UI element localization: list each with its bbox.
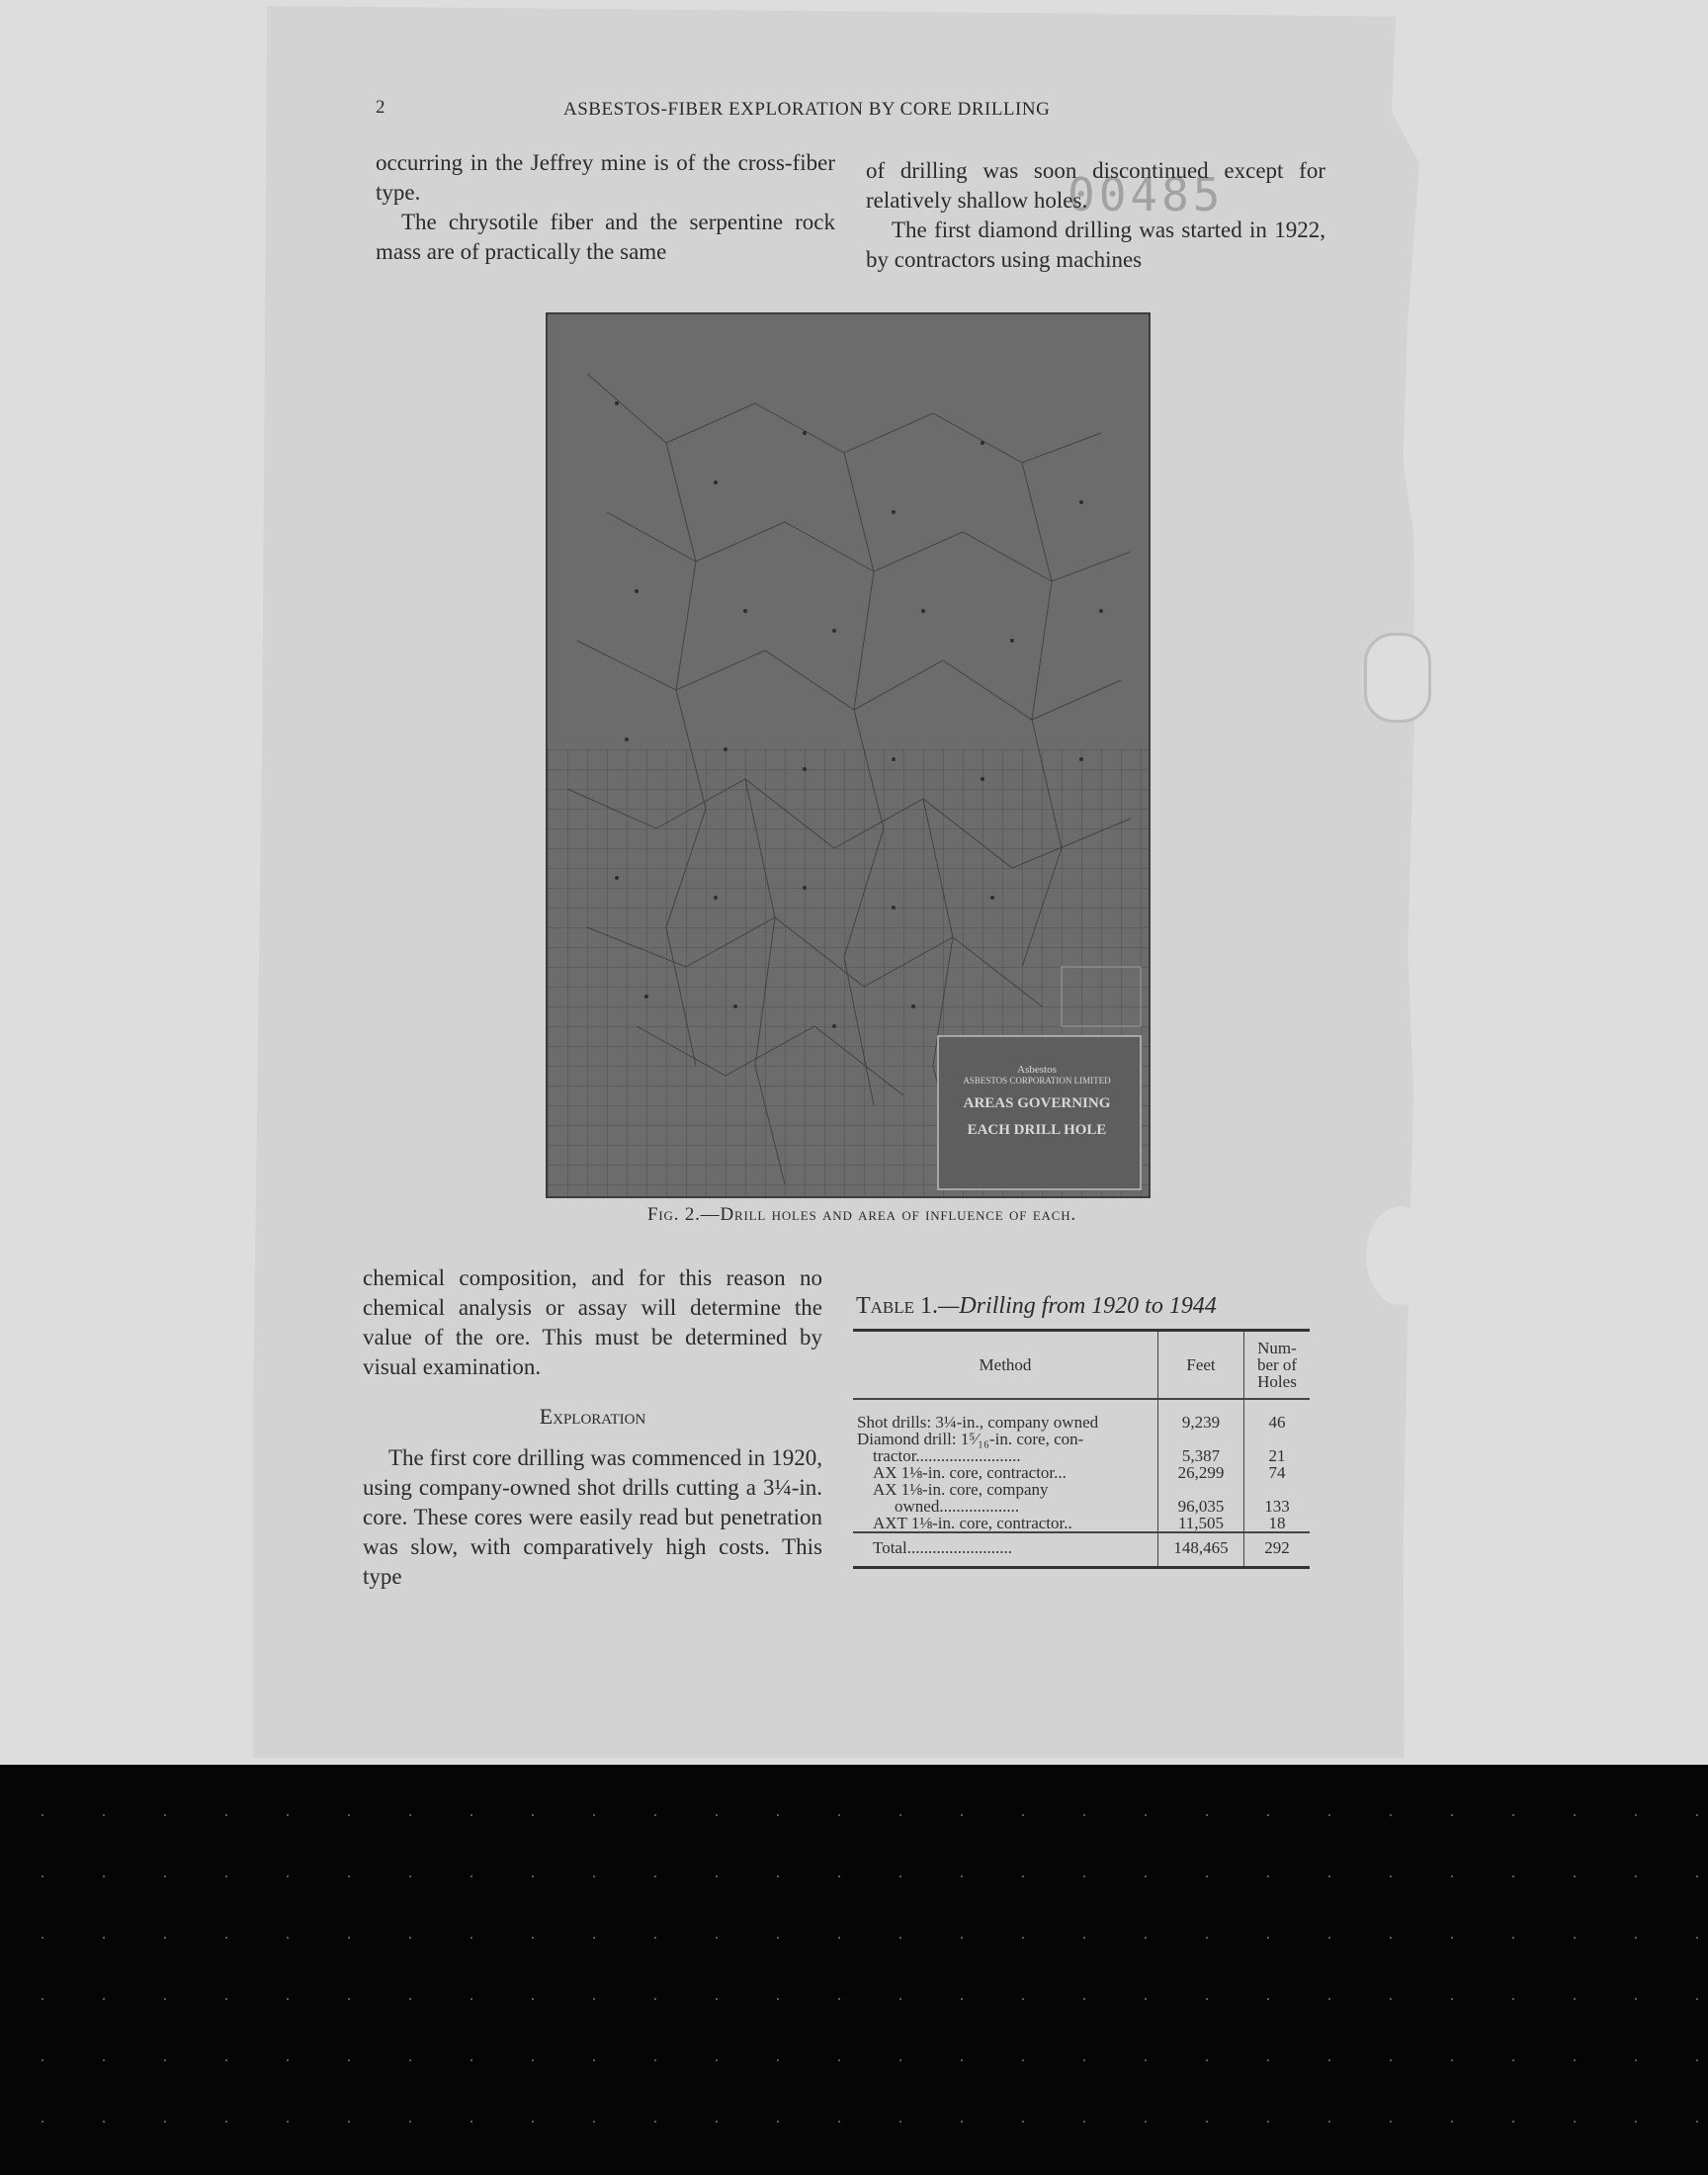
title-block-line: ASBESTOS CORPORATION LIMITED <box>963 1076 1111 1086</box>
cell-total-feet: 148,465 <box>1158 1532 1244 1568</box>
table-title-text: —Drilling from 1920 to 1944 <box>938 1293 1217 1319</box>
header-holes <box>1244 1331 1311 1400</box>
cell-method: AXT 1⅛-in. core, contractor.. <box>873 1514 1072 1532</box>
cell-method: Diamond drill: 1⁵⁄₁₆-in. core, con- <box>857 1430 1084 1448</box>
cell-feet <box>1158 1431 1244 1447</box>
drilling-table <box>853 1329 1310 1569</box>
cell-method: owned................... <box>895 1497 1020 1516</box>
header-feet: Feet <box>1158 1331 1244 1400</box>
figure-caption <box>546 1204 1178 1226</box>
header-holes-line: Holes <box>1257 1372 1297 1391</box>
title-block-title: EACH DRILL HOLE <box>967 1122 1107 1138</box>
table-header-row <box>853 1331 1310 1400</box>
caption-text: —Drill holes and area of influence of each. <box>700 1204 1076 1225</box>
cell-method: AX 1⅛-in. core, contractor... <box>873 1463 1067 1482</box>
binder-hole <box>1364 633 1431 723</box>
cell-holes: 133 <box>1244 1498 1311 1515</box>
table-total-row <box>853 1532 1310 1568</box>
section-heading: Exploration <box>539 1404 646 1429</box>
table-row <box>853 1431 1310 1447</box>
paragraph: occurring in the Jeffrey mine is of the cross-fiber type. <box>376 150 835 205</box>
cell-feet: 5,387 <box>1158 1447 1244 1464</box>
text-column-bottom-left <box>363 1263 822 1592</box>
header-method: Method <box>853 1331 1158 1400</box>
cell-holes: 74 <box>1244 1464 1311 1481</box>
table-row <box>853 1464 1310 1481</box>
title-block-title: AREAS GOVERNING <box>963 1095 1111 1111</box>
table-row <box>853 1399 1310 1431</box>
paragraph: The first core drilling was commenced in 1920, using company-owned shot drills cutting a 3¼-in. core. These cores were easily read but penetration was slow, with comparatively high costs. This type <box>363 1445 822 1589</box>
cell-total-label: Total......................... <box>853 1532 1158 1568</box>
stamp-number: 00485 <box>1068 168 1225 221</box>
cell-holes: 21 <box>1244 1447 1311 1464</box>
cell-feet <box>1158 1481 1244 1498</box>
cell-feet: 11,505 <box>1158 1515 1244 1532</box>
cell-feet: 26,299 <box>1158 1464 1244 1481</box>
scanner-background <box>0 1765 1708 2175</box>
cell-method: tractor......................... <box>873 1446 1021 1465</box>
page-number: 2 <box>376 97 385 118</box>
table-row <box>853 1498 1310 1515</box>
header-holes-line: Num- <box>1257 1339 1297 1357</box>
table-title-prefix: Table 1. <box>856 1293 939 1319</box>
cell-holes <box>1244 1431 1311 1447</box>
paragraph: of drilling was soon discontinued except for relatively shallow holes. <box>866 158 1325 213</box>
drill-hole-map-figure <box>546 312 1151 1198</box>
cell-method: AX 1⅛-in. core, company <box>873 1480 1049 1499</box>
table-row <box>853 1515 1310 1532</box>
torn-edge <box>1366 1206 1435 1305</box>
title-block-line: Asbestos <box>1017 1064 1057 1076</box>
paragraph: The first diamond drilling was started in 1922, by contractors using machines <box>866 218 1325 272</box>
cell-holes: 46 <box>1244 1399 1311 1431</box>
cell-total-holes: 292 <box>1244 1532 1311 1568</box>
header-holes-line: ber of <box>1256 1355 1298 1374</box>
paragraph: The chrysotile fiber and the serpentine rock mass are of practically the same <box>376 210 835 264</box>
text-column-top-left <box>376 148 835 267</box>
caption-prefix: Fig. 2. <box>647 1204 701 1225</box>
text-column-top-right <box>866 156 1325 275</box>
cell-holes <box>1244 1481 1311 1498</box>
table-title <box>856 1293 1217 1320</box>
table-row <box>853 1447 1310 1464</box>
paragraph: chemical composition, and for this reason no chemical analysis or assay will determine the value of the ore. This must be determined by visual examination. <box>363 1265 822 1379</box>
cell-method: Shot drills: 3¼-in., company owned <box>857 1413 1099 1432</box>
cell-holes: 18 <box>1244 1515 1311 1532</box>
header-title: ASBESTOS-FIBER EXPLORATION BY CORE DRILLING <box>563 99 1051 120</box>
cell-feet: 96,035 <box>1158 1498 1244 1515</box>
cell-feet: 9,239 <box>1158 1399 1244 1431</box>
map-title-block <box>943 1046 1131 1174</box>
table-row <box>853 1481 1310 1498</box>
